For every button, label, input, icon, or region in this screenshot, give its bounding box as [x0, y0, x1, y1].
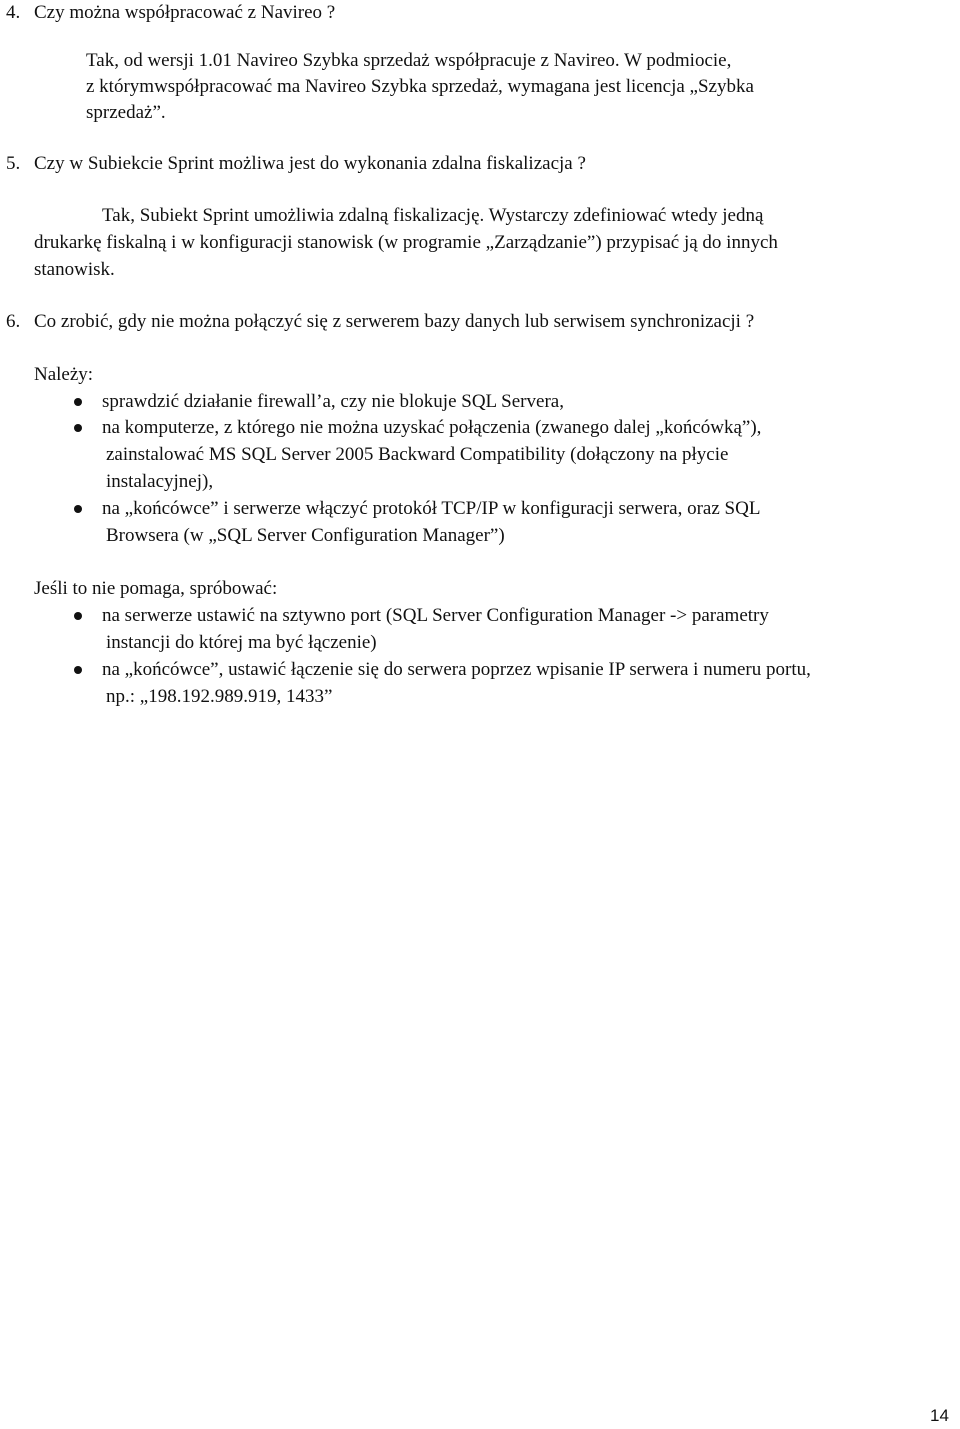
q6-step-2-line-2: zainstalować MS SQL Server 2005 Backward Compatibility (dołączony na płycie — [106, 444, 729, 465]
q4-number: 4. — [6, 2, 21, 23]
q6-question: Co zrobić, gdy nie można połączyć się z serwerem bazy danych lub serwisem synchronizacji ? — [34, 311, 755, 332]
q6-intro: Należy: — [34, 364, 94, 385]
q4-answer-line-2: z którymwspółpracować ma Navireo Szybka sprzedaż, wymagana jest licencja „Szybka — [86, 76, 754, 97]
q6-step-3-line-1: na „końcówce” i serwerze włączyć protokół TCP/IP w konfiguracji serwera, oraz SQL — [102, 498, 761, 519]
q6-step-3-line-2: Browsera (w „SQL Server Configuration Manager”) — [106, 525, 505, 546]
q5-number: 5. — [6, 153, 21, 174]
q6-step-2-line-3: instalacyjnej), — [106, 471, 214, 492]
q6-fallback-step-1-line-2: instancji do której ma być łączenie) — [106, 632, 377, 653]
q6-fallback-intro: Jeśli to nie pomaga, spróbować: — [34, 578, 278, 599]
bullet-dot — [74, 424, 82, 432]
q6-fallback-step-2-line-2: np.: „198.192.989.919, 1433” — [106, 686, 333, 707]
bullet-dot — [74, 612, 82, 620]
q5-answer-line-3: stanowisk. — [34, 259, 115, 280]
q6-step-1-line-1: sprawdzić działanie firewall’a, czy nie blokuje SQL Servera, — [102, 391, 564, 412]
q5-answer-line-2: drukarkę fiskalną i w konfiguracji stanowisk (w programie „Zarządzanie”) przypisać ją do innych — [34, 232, 778, 253]
q4-answer-line-1: Tak, od wersji 1.01 Navireo Szybka sprzedaż współpracuje z Navireo. W podmiocie, — [86, 50, 732, 71]
q4-answer-line-3: sprzedaż”. — [86, 102, 166, 123]
q6-fallback-step-1-line-1: na serwerze ustawić na sztywno port (SQL Server Configuration Manager -> parametry — [102, 605, 769, 626]
bullet-dot — [74, 505, 82, 513]
q6-number: 6. — [6, 311, 21, 332]
q5-answer-line-1: Tak, Subiekt Sprint umożliwia zdalną fiskalizację. Wystarczy zdefiniować wtedy jedną — [102, 205, 764, 226]
bullet-dot — [74, 398, 82, 406]
q4-question: Czy można współpracować z Navireo ? — [34, 2, 336, 23]
bullet-dot — [74, 666, 82, 674]
q5-question: Czy w Subiekcie Sprint możliwa jest do wykonania zdalna fiskalizacja ? — [34, 153, 586, 174]
page-number: 14 — [930, 1406, 949, 1425]
q6-fallback-step-2-line-1: na „końcówce”, ustawić łączenie się do serwera poprzez wpisanie IP serwera i numeru portu, — [102, 659, 811, 680]
q6-step-2-line-1: na komputerze, z którego nie można uzyskać połączenia (zwanego dalej „końcówką”), — [102, 417, 762, 438]
